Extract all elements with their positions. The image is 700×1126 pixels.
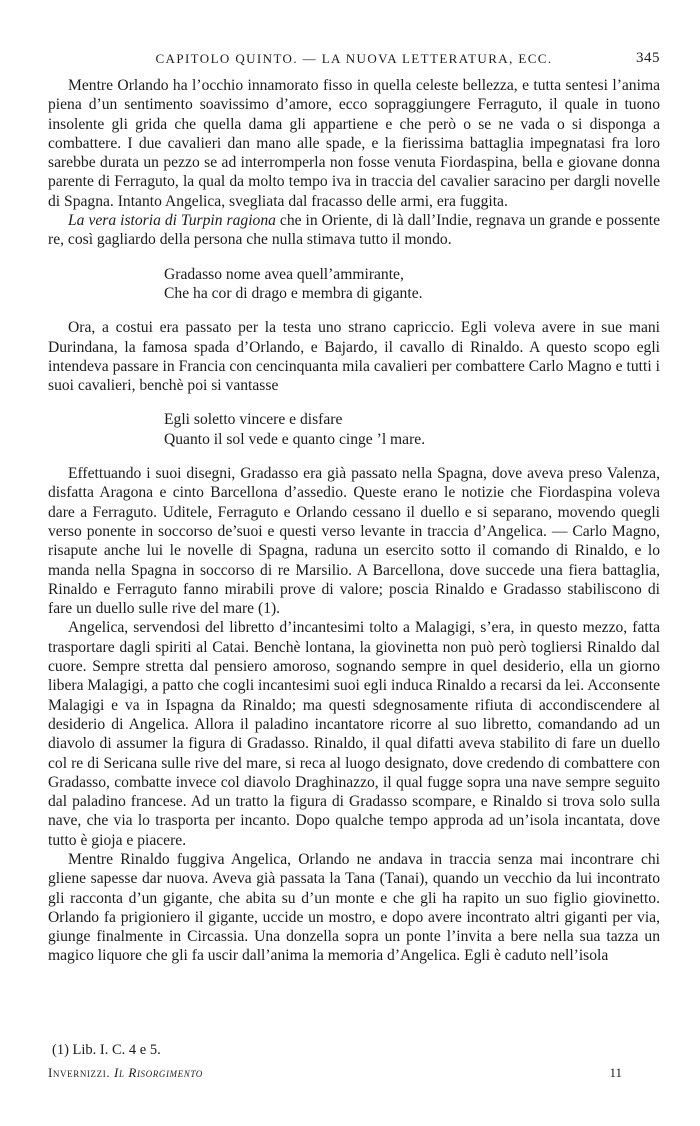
paragraph-6: Mentre Rinaldo fuggiva Angelica, Orlando ne andava in traccia senza mai incontrare chi gliene sapesse dar nuova. Aveva già passata la Tana (Tanai), quando un vecchio da lui incontrato gli racconta d’un gigante, che abita su d’un monte e che gli ha rapito un suo figlio giovinetto. Orlando fa prigioniero il gigante, uccide un mostro, e dopo avere incontrato altri giganti per via, giunge finalmente in Circassia. Una donzella sopra un ponte l’invita a bere nella sua tazza un magico liquore che gli fa uscir dall’anima la memoria d’Angelica. Egli è caduto nell’isola [48, 850, 660, 965]
running-header [48, 50, 660, 70]
signature-mark: 11 [609, 1065, 622, 1080]
running-head-title: CAPITOLO QUINTO. — LA NUOVA LETTERATURA, ECC. [155, 51, 553, 66]
paragraph-3: Ora, a costui era passato per la testa uno strano capriccio. Egli voleva avere in sue mani Durindana, la famosa spada d’Orlando, e Bajardo, il cavallo di Rinaldo. A questo scopo egli intendeva passare in Francia con cencinquanta mila cavalieri per combattere Carlo Magno e tutti i suoi cavalieri, benchè poi si vantasse [48, 319, 660, 395]
footer-author-name: Invernizzi. [48, 1065, 111, 1080]
paragraph-2-text: che in Oriente, di là dall’Indie, regnava un grande e possente re, così gagliardo della persona che nulla stimava tutto il mondo. [48, 212, 660, 249]
main-text [48, 76, 660, 966]
page-footer [48, 1065, 660, 1083]
verse-2-line-2: Quanto il sol vede e quanto cinge ’l mare. [164, 430, 426, 448]
footer-author [48, 1065, 203, 1081]
footnote: (1) Lib. I. C. 4 e 5. [52, 1042, 161, 1058]
footer-book-title: Il Risorgimento [114, 1065, 203, 1080]
paragraph-5: Angelica, servendosi del libretto d’incantesimi tolto a Malagigi, s’era, in questo mezzo, fatta trasportare dagli spiriti al Catai. Benchè lontana, la giovinetta non può però togliersi Rinaldo dal cuore. Sempre stretta dal pensiero amoroso, sognando sempre in quel desiderio, ella un giorno libera Malagigi, a patto che cogli incantesimi suoi egli induca Rinaldo a recarsi da lei. Acconsente Malagigi e va in Ispagna da Rinaldo; ma questi sdegnosamente rifiuta di accondiscendere al desiderio di Angelica. Allora il paladino incantatore ricorre al suo libretto, comandando ad un diavolo di assumer la figura di Gradasso. Rinaldo, il qual difatti aveva stabilito di fare un duello col re di Sericana sulle rive del mare, si reca al luogo designato, dove credendo di combattere con Gradasso, combatte invece col diavolo Draghinazzo, il qual fugge sopra una nave sempre seguito dal paladino francese. Ad un tratto la figura di Gradasso scompare, e Rinaldo si trova solo sulla nave, che via lo trasporta per incanto. Dopo qualche tempo approda ad un’isola incantata, dove tutto è gioja e piacere. [48, 619, 660, 849]
verse-quote-2 [164, 410, 660, 449]
paragraph-4: Effettuando i suoi disegni, Gradasso era già passato nella Spagna, dove aveva preso Valenza, disfatta Aragona e cinto Barcellona d’assedio. Queste erano le notizie che Fiordaspina voleva dare a Ferraguto. Uditele, Ferraguto e Orlando cessano il duello e si separano, movendo quegli verso ponente in soccorso de’suoi e questi verso levante in traccia d’Angelica. — Carlo Magno, risapute anche lui le novelle di Spagna, raduna un esercito sotto il comando di Rinaldo, e lo manda nella Spagna in soccorso di re Marsilio. A Barcellona, dove succede una fiera battaglia, Rinaldo e Ferraguto fanno mirabili prove di valore; poscia Rinaldo e Gradasso stabiliscono di fare un duello sulle rive del mare (1). [48, 465, 660, 618]
verse-1-line-2: Che ha cor di drago e membra di gigante. [164, 284, 423, 302]
paragraph-2 [48, 211, 660, 250]
verse-2-line-1: Egli soletto vincere e disfare [164, 411, 343, 429]
verse-1-line-1: Gradasso nome avea quell’ammirante, [164, 265, 404, 283]
verse-quote-1 [164, 265, 660, 304]
paragraph-1: Mentre Orlando ha l’occhio innamorato fisso in quella celeste bellezza, e tutta sentesi l’anima piena d’un sentimento soavissimo d’amore, ecco sopraggiungere Ferraguto, il quale in tuono insolente gli grida che quella dama gli appartiene e che però o se ne vada o si disponga a combattere. I due cavalieri dan mano alle spade, e la fierissima battaglia impegnatasi fra loro sarebbe durata un pezzo se ad interromperla non fosse venuta Fiordaspina, bella e giovane donna parente di Ferraguto, la qual da molto tempo iva in traccia del cavalier saracino per dargli novelle di Spagna. Intanto Angelica, svegliata dal fracasso delle armi, era fuggita. [48, 77, 660, 210]
page-number: 345 [636, 50, 660, 66]
paragraph-2-italic-citation: La vera istoria di Turpin ragiona [68, 212, 276, 230]
